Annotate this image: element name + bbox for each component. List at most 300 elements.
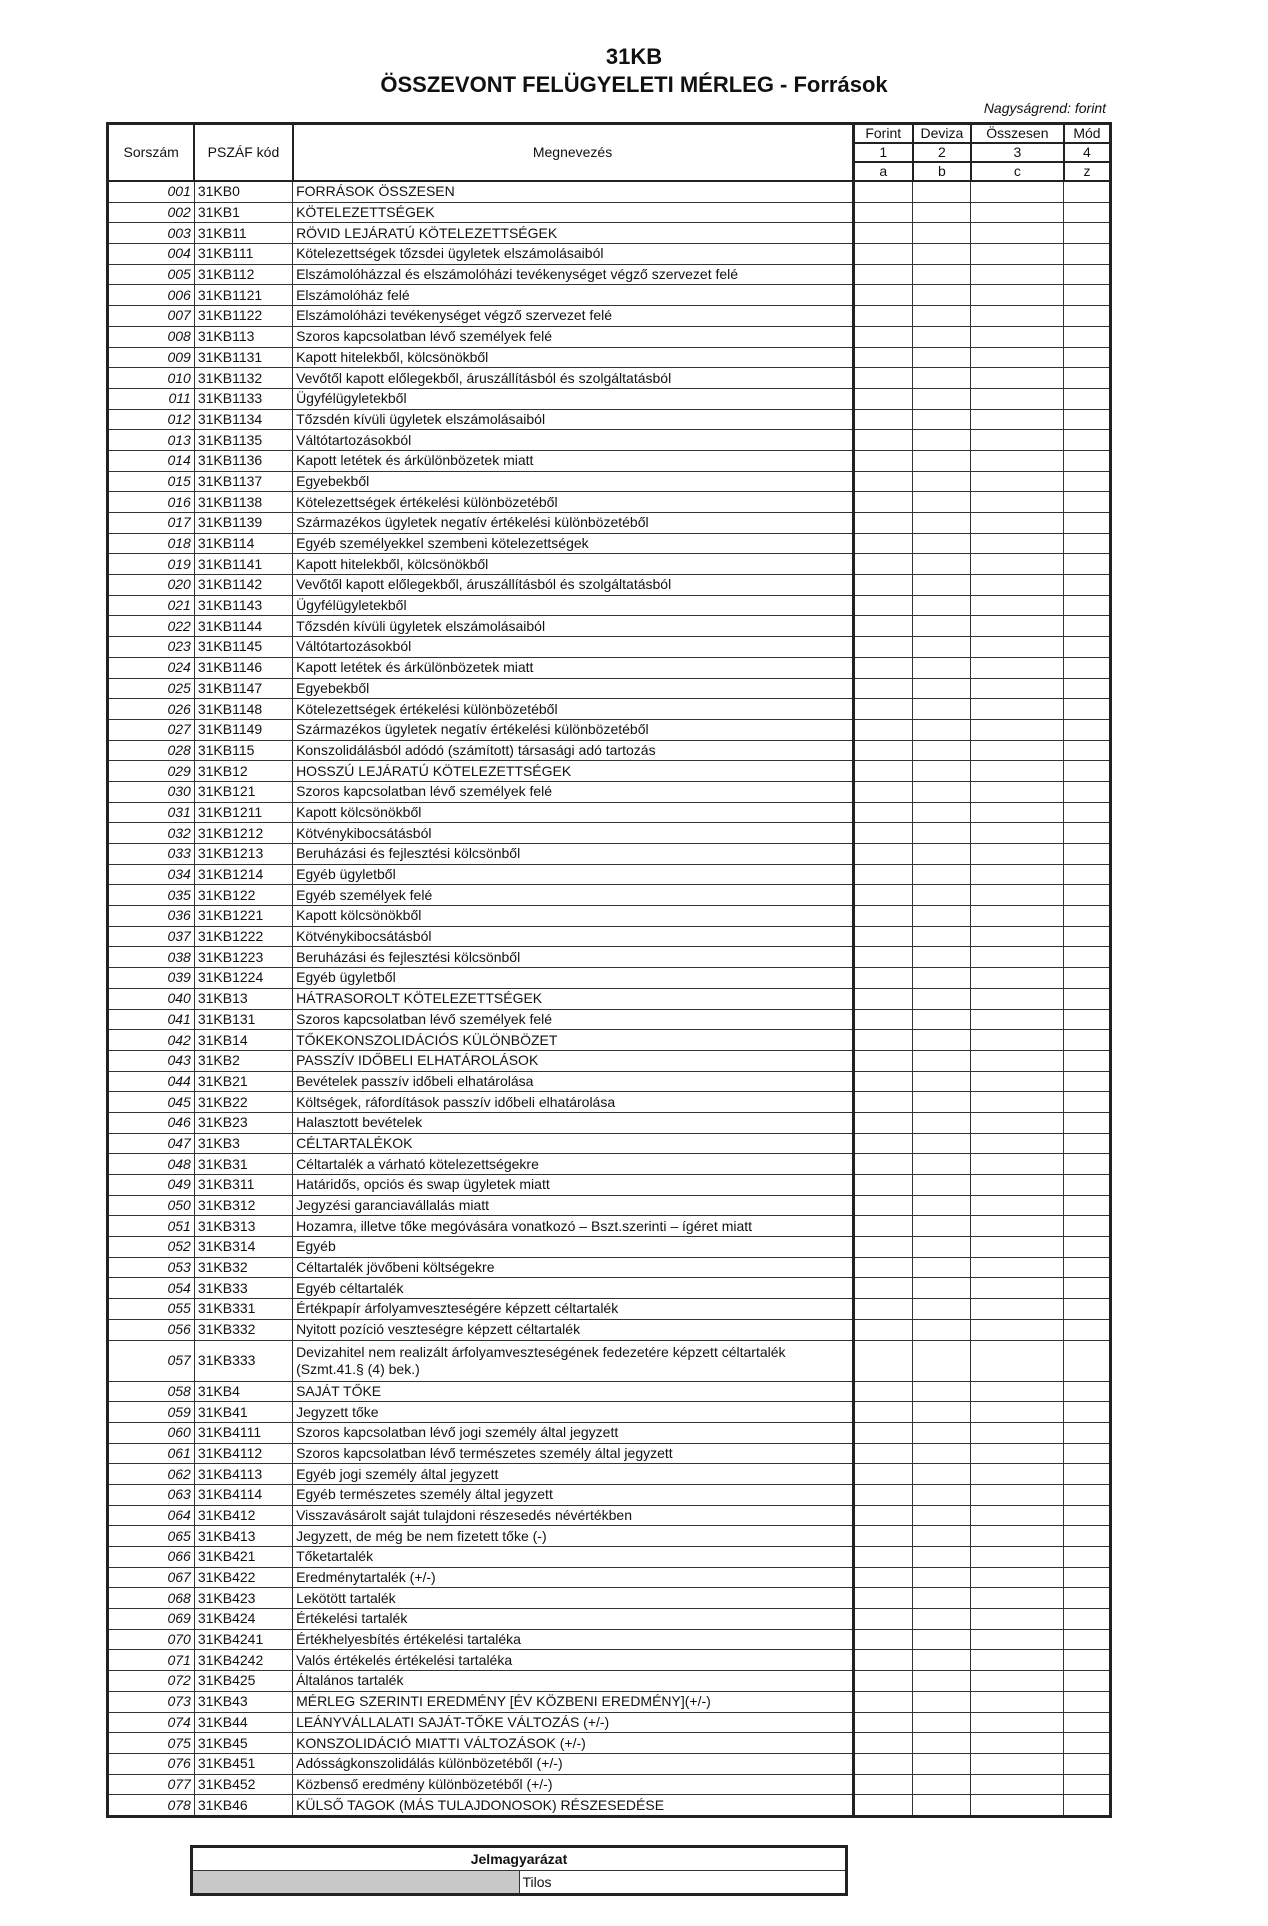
value-cell-forint[interactable] [853, 1795, 913, 1817]
value-cell-deviza[interactable] [913, 781, 971, 802]
value-cell-deviza[interactable] [913, 1092, 971, 1113]
value-cell-forint[interactable] [853, 947, 913, 968]
value-cell-forint[interactable] [853, 968, 913, 989]
value-cell-deviza[interactable] [913, 926, 971, 947]
value-cell-forint[interactable] [853, 1009, 913, 1030]
value-cell-forint[interactable] [853, 1609, 913, 1630]
value-cell-deviza[interactable] [913, 1691, 971, 1712]
value-cell-deviza[interactable] [913, 1484, 971, 1505]
value-cell-mod[interactable] [1064, 1526, 1111, 1547]
value-cell-osszesen[interactable] [971, 616, 1064, 637]
value-cell-osszesen[interactable] [971, 492, 1064, 513]
value-cell-deviza[interactable] [913, 1071, 971, 1092]
value-cell-forint[interactable] [853, 740, 913, 761]
value-cell-mod[interactable] [1064, 533, 1111, 554]
value-cell-forint[interactable] [853, 264, 913, 285]
value-cell-deviza[interactable] [913, 575, 971, 596]
value-cell-mod[interactable] [1064, 844, 1111, 865]
value-cell-deviza[interactable] [913, 1133, 971, 1154]
value-cell-osszesen[interactable] [971, 781, 1064, 802]
value-cell-forint[interactable] [853, 761, 913, 782]
value-cell-osszesen[interactable] [971, 1629, 1064, 1650]
value-cell-deviza[interactable] [913, 1319, 971, 1340]
value-cell-forint[interactable] [853, 1402, 913, 1423]
value-cell-mod[interactable] [1064, 554, 1111, 575]
value-cell-forint[interactable] [853, 823, 913, 844]
value-cell-forint[interactable] [853, 409, 913, 430]
value-cell-mod[interactable] [1064, 575, 1111, 596]
value-cell-osszesen[interactable] [971, 823, 1064, 844]
value-cell-forint[interactable] [853, 1567, 913, 1588]
value-cell-deviza[interactable] [913, 637, 971, 658]
value-cell-osszesen[interactable] [971, 678, 1064, 699]
value-cell-mod[interactable] [1064, 1237, 1111, 1258]
value-cell-forint[interactable] [853, 906, 913, 927]
value-cell-forint[interactable] [853, 1030, 913, 1051]
value-cell-forint[interactable] [853, 368, 913, 389]
value-cell-forint[interactable] [853, 181, 913, 202]
value-cell-osszesen[interactable] [971, 1774, 1064, 1795]
value-cell-forint[interactable] [853, 1629, 913, 1650]
value-cell-forint[interactable] [853, 1299, 913, 1320]
value-cell-osszesen[interactable] [971, 388, 1064, 409]
value-cell-deviza[interactable] [913, 223, 971, 244]
value-cell-mod[interactable] [1064, 1216, 1111, 1237]
value-cell-forint[interactable] [853, 1050, 913, 1071]
value-cell-mod[interactable] [1064, 306, 1111, 327]
value-cell-mod[interactable] [1064, 1402, 1111, 1423]
value-cell-deviza[interactable] [913, 306, 971, 327]
value-cell-forint[interactable] [853, 492, 913, 513]
value-cell-mod[interactable] [1064, 492, 1111, 513]
value-cell-deviza[interactable] [913, 554, 971, 575]
value-cell-forint[interactable] [853, 1588, 913, 1609]
value-cell-forint[interactable] [853, 657, 913, 678]
value-cell-forint[interactable] [853, 1505, 913, 1526]
value-cell-osszesen[interactable] [971, 1175, 1064, 1196]
value-cell-forint[interactable] [853, 678, 913, 699]
value-cell-forint[interactable] [853, 1175, 913, 1196]
value-cell-deviza[interactable] [913, 1609, 971, 1630]
value-cell-forint[interactable] [853, 1133, 913, 1154]
value-cell-osszesen[interactable] [971, 1505, 1064, 1526]
value-cell-deviza[interactable] [913, 202, 971, 223]
value-cell-osszesen[interactable] [971, 513, 1064, 534]
value-cell-deviza[interactable] [913, 1588, 971, 1609]
value-cell-forint[interactable] [853, 1112, 913, 1133]
value-cell-forint[interactable] [853, 554, 913, 575]
value-cell-mod[interactable] [1064, 1774, 1111, 1795]
value-cell-mod[interactable] [1064, 968, 1111, 989]
value-cell-forint[interactable] [853, 1381, 913, 1402]
value-cell-mod[interactable] [1064, 988, 1111, 1009]
value-cell-mod[interactable] [1064, 947, 1111, 968]
value-cell-osszesen[interactable] [971, 223, 1064, 244]
value-cell-mod[interactable] [1064, 1464, 1111, 1485]
value-cell-deviza[interactable] [913, 1216, 971, 1237]
value-cell-osszesen[interactable] [971, 1237, 1064, 1258]
value-cell-osszesen[interactable] [971, 1030, 1064, 1051]
value-cell-deviza[interactable] [913, 761, 971, 782]
value-cell-forint[interactable] [853, 1216, 913, 1237]
value-cell-forint[interactable] [853, 1422, 913, 1443]
value-cell-osszesen[interactable] [971, 1319, 1064, 1340]
value-cell-osszesen[interactable] [971, 1547, 1064, 1568]
value-cell-mod[interactable] [1064, 1795, 1111, 1817]
value-cell-forint[interactable] [853, 1464, 913, 1485]
value-cell-mod[interactable] [1064, 1609, 1111, 1630]
value-cell-mod[interactable] [1064, 1257, 1111, 1278]
value-cell-mod[interactable] [1064, 595, 1111, 616]
value-cell-forint[interactable] [853, 1237, 913, 1258]
value-cell-deviza[interactable] [913, 1650, 971, 1671]
value-cell-deviza[interactable] [913, 471, 971, 492]
value-cell-mod[interactable] [1064, 1567, 1111, 1588]
value-cell-mod[interactable] [1064, 1340, 1111, 1381]
value-cell-osszesen[interactable] [971, 450, 1064, 471]
value-cell-mod[interactable] [1064, 885, 1111, 906]
value-cell-deviza[interactable] [913, 906, 971, 927]
value-cell-deviza[interactable] [913, 657, 971, 678]
value-cell-deviza[interactable] [913, 1774, 971, 1795]
value-cell-osszesen[interactable] [971, 1712, 1064, 1733]
value-cell-forint[interactable] [853, 202, 913, 223]
value-cell-deviza[interactable] [913, 719, 971, 740]
value-cell-deviza[interactable] [913, 1547, 971, 1568]
value-cell-forint[interactable] [853, 988, 913, 1009]
value-cell-forint[interactable] [853, 533, 913, 554]
value-cell-forint[interactable] [853, 1443, 913, 1464]
value-cell-osszesen[interactable] [971, 326, 1064, 347]
value-cell-forint[interactable] [853, 781, 913, 802]
value-cell-deviza[interactable] [913, 513, 971, 534]
value-cell-forint[interactable] [853, 1547, 913, 1568]
value-cell-osszesen[interactable] [971, 1422, 1064, 1443]
value-cell-forint[interactable] [853, 1071, 913, 1092]
value-cell-mod[interactable] [1064, 1422, 1111, 1443]
value-cell-deviza[interactable] [913, 430, 971, 451]
value-cell-osszesen[interactable] [971, 285, 1064, 306]
value-cell-forint[interactable] [853, 864, 913, 885]
value-cell-deviza[interactable] [913, 864, 971, 885]
value-cell-mod[interactable] [1064, 1712, 1111, 1733]
value-cell-osszesen[interactable] [971, 926, 1064, 947]
value-cell-osszesen[interactable] [971, 802, 1064, 823]
value-cell-mod[interactable] [1064, 202, 1111, 223]
value-cell-osszesen[interactable] [971, 1753, 1064, 1774]
value-cell-forint[interactable] [853, 1650, 913, 1671]
value-cell-deviza[interactable] [913, 1050, 971, 1071]
value-cell-deviza[interactable] [913, 1381, 971, 1402]
value-cell-mod[interactable] [1064, 637, 1111, 658]
value-cell-mod[interactable] [1064, 1175, 1111, 1196]
value-cell-osszesen[interactable] [971, 595, 1064, 616]
value-cell-deviza[interactable] [913, 1443, 971, 1464]
value-cell-osszesen[interactable] [971, 1733, 1064, 1754]
value-cell-forint[interactable] [853, 326, 913, 347]
value-cell-osszesen[interactable] [971, 657, 1064, 678]
value-cell-deviza[interactable] [913, 1112, 971, 1133]
value-cell-mod[interactable] [1064, 1133, 1111, 1154]
value-cell-deviza[interactable] [913, 368, 971, 389]
value-cell-deviza[interactable] [913, 1237, 971, 1258]
value-cell-deviza[interactable] [913, 1299, 971, 1320]
value-cell-mod[interactable] [1064, 368, 1111, 389]
value-cell-deviza[interactable] [913, 616, 971, 637]
value-cell-deviza[interactable] [913, 885, 971, 906]
value-cell-forint[interactable] [853, 1092, 913, 1113]
value-cell-forint[interactable] [853, 1340, 913, 1381]
value-cell-osszesen[interactable] [971, 368, 1064, 389]
value-cell-mod[interactable] [1064, 1195, 1111, 1216]
value-cell-deviza[interactable] [913, 181, 971, 202]
value-cell-osszesen[interactable] [971, 1526, 1064, 1547]
value-cell-osszesen[interactable] [971, 1092, 1064, 1113]
value-cell-forint[interactable] [853, 450, 913, 471]
value-cell-osszesen[interactable] [971, 306, 1064, 327]
value-cell-osszesen[interactable] [971, 1216, 1064, 1237]
value-cell-mod[interactable] [1064, 1629, 1111, 1650]
value-cell-osszesen[interactable] [971, 699, 1064, 720]
value-cell-deviza[interactable] [913, 1629, 971, 1650]
value-cell-forint[interactable] [853, 1257, 913, 1278]
value-cell-mod[interactable] [1064, 864, 1111, 885]
value-cell-osszesen[interactable] [971, 1009, 1064, 1030]
value-cell-osszesen[interactable] [971, 1650, 1064, 1671]
value-cell-mod[interactable] [1064, 781, 1111, 802]
value-cell-deviza[interactable] [913, 1712, 971, 1733]
value-cell-deviza[interactable] [913, 450, 971, 471]
value-cell-osszesen[interactable] [971, 264, 1064, 285]
value-cell-osszesen[interactable] [971, 885, 1064, 906]
value-cell-deviza[interactable] [913, 823, 971, 844]
value-cell-mod[interactable] [1064, 1319, 1111, 1340]
value-cell-mod[interactable] [1064, 1671, 1111, 1692]
value-cell-mod[interactable] [1064, 1443, 1111, 1464]
value-cell-osszesen[interactable] [971, 947, 1064, 968]
value-cell-mod[interactable] [1064, 740, 1111, 761]
value-cell-mod[interactable] [1064, 1154, 1111, 1175]
value-cell-deviza[interactable] [913, 740, 971, 761]
value-cell-osszesen[interactable] [971, 844, 1064, 865]
value-cell-mod[interactable] [1064, 678, 1111, 699]
value-cell-osszesen[interactable] [971, 1278, 1064, 1299]
value-cell-osszesen[interactable] [971, 1299, 1064, 1320]
value-cell-mod[interactable] [1064, 471, 1111, 492]
value-cell-osszesen[interactable] [971, 409, 1064, 430]
value-cell-osszesen[interactable] [971, 968, 1064, 989]
value-cell-mod[interactable] [1064, 1753, 1111, 1774]
value-cell-deviza[interactable] [913, 595, 971, 616]
value-cell-forint[interactable] [853, 616, 913, 637]
value-cell-osszesen[interactable] [971, 533, 1064, 554]
value-cell-deviza[interactable] [913, 244, 971, 265]
value-cell-osszesen[interactable] [971, 1691, 1064, 1712]
value-cell-forint[interactable] [853, 844, 913, 865]
value-cell-osszesen[interactable] [971, 575, 1064, 596]
value-cell-deviza[interactable] [913, 492, 971, 513]
value-cell-forint[interactable] [853, 471, 913, 492]
value-cell-mod[interactable] [1064, 1299, 1111, 1320]
value-cell-mod[interactable] [1064, 513, 1111, 534]
value-cell-osszesen[interactable] [971, 637, 1064, 658]
value-cell-deviza[interactable] [913, 1340, 971, 1381]
value-cell-deviza[interactable] [913, 1009, 971, 1030]
value-cell-forint[interactable] [853, 1154, 913, 1175]
value-cell-mod[interactable] [1064, 699, 1111, 720]
value-cell-deviza[interactable] [913, 1195, 971, 1216]
value-cell-deviza[interactable] [913, 533, 971, 554]
value-cell-mod[interactable] [1064, 823, 1111, 844]
value-cell-osszesen[interactable] [971, 1381, 1064, 1402]
value-cell-forint[interactable] [853, 637, 913, 658]
value-cell-osszesen[interactable] [971, 244, 1064, 265]
value-cell-forint[interactable] [853, 802, 913, 823]
value-cell-mod[interactable] [1064, 1381, 1111, 1402]
value-cell-deviza[interactable] [913, 285, 971, 306]
value-cell-osszesen[interactable] [971, 1443, 1064, 1464]
value-cell-mod[interactable] [1064, 1030, 1111, 1051]
value-cell-mod[interactable] [1064, 347, 1111, 368]
value-cell-mod[interactable] [1064, 409, 1111, 430]
value-cell-forint[interactable] [853, 513, 913, 534]
value-cell-osszesen[interactable] [971, 1484, 1064, 1505]
value-cell-mod[interactable] [1064, 1278, 1111, 1299]
value-cell-forint[interactable] [853, 285, 913, 306]
value-cell-forint[interactable] [853, 595, 913, 616]
value-cell-osszesen[interactable] [971, 1050, 1064, 1071]
value-cell-deviza[interactable] [913, 1526, 971, 1547]
value-cell-deviza[interactable] [913, 326, 971, 347]
value-cell-forint[interactable] [853, 1278, 913, 1299]
value-cell-deviza[interactable] [913, 699, 971, 720]
value-cell-forint[interactable] [853, 1484, 913, 1505]
value-cell-forint[interactable] [853, 388, 913, 409]
value-cell-osszesen[interactable] [971, 1588, 1064, 1609]
value-cell-osszesen[interactable] [971, 1609, 1064, 1630]
value-cell-forint[interactable] [853, 719, 913, 740]
value-cell-mod[interactable] [1064, 223, 1111, 244]
value-cell-mod[interactable] [1064, 430, 1111, 451]
value-cell-osszesen[interactable] [971, 1154, 1064, 1175]
value-cell-mod[interactable] [1064, 761, 1111, 782]
value-cell-forint[interactable] [853, 1526, 913, 1547]
value-cell-forint[interactable] [853, 1195, 913, 1216]
value-cell-deviza[interactable] [913, 678, 971, 699]
value-cell-mod[interactable] [1064, 1092, 1111, 1113]
value-cell-deviza[interactable] [913, 409, 971, 430]
value-cell-forint[interactable] [853, 306, 913, 327]
value-cell-osszesen[interactable] [971, 1257, 1064, 1278]
value-cell-forint[interactable] [853, 223, 913, 244]
value-cell-deviza[interactable] [913, 1505, 971, 1526]
value-cell-mod[interactable] [1064, 1484, 1111, 1505]
value-cell-deviza[interactable] [913, 947, 971, 968]
value-cell-deviza[interactable] [913, 1671, 971, 1692]
value-cell-deviza[interactable] [913, 388, 971, 409]
value-cell-mod[interactable] [1064, 1588, 1111, 1609]
value-cell-forint[interactable] [853, 1691, 913, 1712]
value-cell-forint[interactable] [853, 347, 913, 368]
value-cell-mod[interactable] [1064, 244, 1111, 265]
value-cell-mod[interactable] [1064, 388, 1111, 409]
value-cell-deviza[interactable] [913, 844, 971, 865]
value-cell-forint[interactable] [853, 244, 913, 265]
value-cell-osszesen[interactable] [971, 554, 1064, 575]
value-cell-deviza[interactable] [913, 1795, 971, 1817]
value-cell-osszesen[interactable] [971, 430, 1064, 451]
value-cell-deviza[interactable] [913, 1175, 971, 1196]
value-cell-mod[interactable] [1064, 1650, 1111, 1671]
value-cell-mod[interactable] [1064, 719, 1111, 740]
value-cell-mod[interactable] [1064, 326, 1111, 347]
value-cell-deviza[interactable] [913, 264, 971, 285]
value-cell-forint[interactable] [853, 699, 913, 720]
value-cell-osszesen[interactable] [971, 1795, 1064, 1817]
value-cell-osszesen[interactable] [971, 1464, 1064, 1485]
value-cell-forint[interactable] [853, 885, 913, 906]
value-cell-forint[interactable] [853, 1753, 913, 1774]
value-cell-osszesen[interactable] [971, 1402, 1064, 1423]
value-cell-mod[interactable] [1064, 906, 1111, 927]
value-cell-deviza[interactable] [913, 968, 971, 989]
value-cell-osszesen[interactable] [971, 202, 1064, 223]
value-cell-deviza[interactable] [913, 347, 971, 368]
value-cell-forint[interactable] [853, 575, 913, 596]
value-cell-mod[interactable] [1064, 1733, 1111, 1754]
value-cell-osszesen[interactable] [971, 864, 1064, 885]
value-cell-mod[interactable] [1064, 616, 1111, 637]
value-cell-mod[interactable] [1064, 1505, 1111, 1526]
value-cell-deviza[interactable] [913, 1402, 971, 1423]
value-cell-mod[interactable] [1064, 1071, 1111, 1092]
value-cell-deviza[interactable] [913, 1567, 971, 1588]
value-cell-mod[interactable] [1064, 450, 1111, 471]
value-cell-osszesen[interactable] [971, 181, 1064, 202]
value-cell-osszesen[interactable] [971, 1112, 1064, 1133]
value-cell-forint[interactable] [853, 1774, 913, 1795]
value-cell-deviza[interactable] [913, 802, 971, 823]
value-cell-forint[interactable] [853, 1733, 913, 1754]
value-cell-forint[interactable] [853, 1671, 913, 1692]
value-cell-mod[interactable] [1064, 1547, 1111, 1568]
value-cell-mod[interactable] [1064, 802, 1111, 823]
value-cell-deviza[interactable] [913, 988, 971, 1009]
value-cell-mod[interactable] [1064, 657, 1111, 678]
value-cell-osszesen[interactable] [971, 740, 1064, 761]
value-cell-deviza[interactable] [913, 1422, 971, 1443]
value-cell-forint[interactable] [853, 1712, 913, 1733]
value-cell-osszesen[interactable] [971, 1671, 1064, 1692]
value-cell-forint[interactable] [853, 926, 913, 947]
value-cell-osszesen[interactable] [971, 1567, 1064, 1588]
value-cell-mod[interactable] [1064, 181, 1111, 202]
value-cell-mod[interactable] [1064, 1050, 1111, 1071]
value-cell-mod[interactable] [1064, 1691, 1111, 1712]
value-cell-deviza[interactable] [913, 1278, 971, 1299]
value-cell-osszesen[interactable] [971, 719, 1064, 740]
value-cell-mod[interactable] [1064, 285, 1111, 306]
value-cell-osszesen[interactable] [971, 1133, 1064, 1154]
value-cell-deviza[interactable] [913, 1257, 971, 1278]
value-cell-forint[interactable] [853, 430, 913, 451]
value-cell-osszesen[interactable] [971, 1071, 1064, 1092]
value-cell-deviza[interactable] [913, 1733, 971, 1754]
value-cell-mod[interactable] [1064, 926, 1111, 947]
value-cell-osszesen[interactable] [971, 988, 1064, 1009]
value-cell-deviza[interactable] [913, 1464, 971, 1485]
value-cell-mod[interactable] [1064, 264, 1111, 285]
